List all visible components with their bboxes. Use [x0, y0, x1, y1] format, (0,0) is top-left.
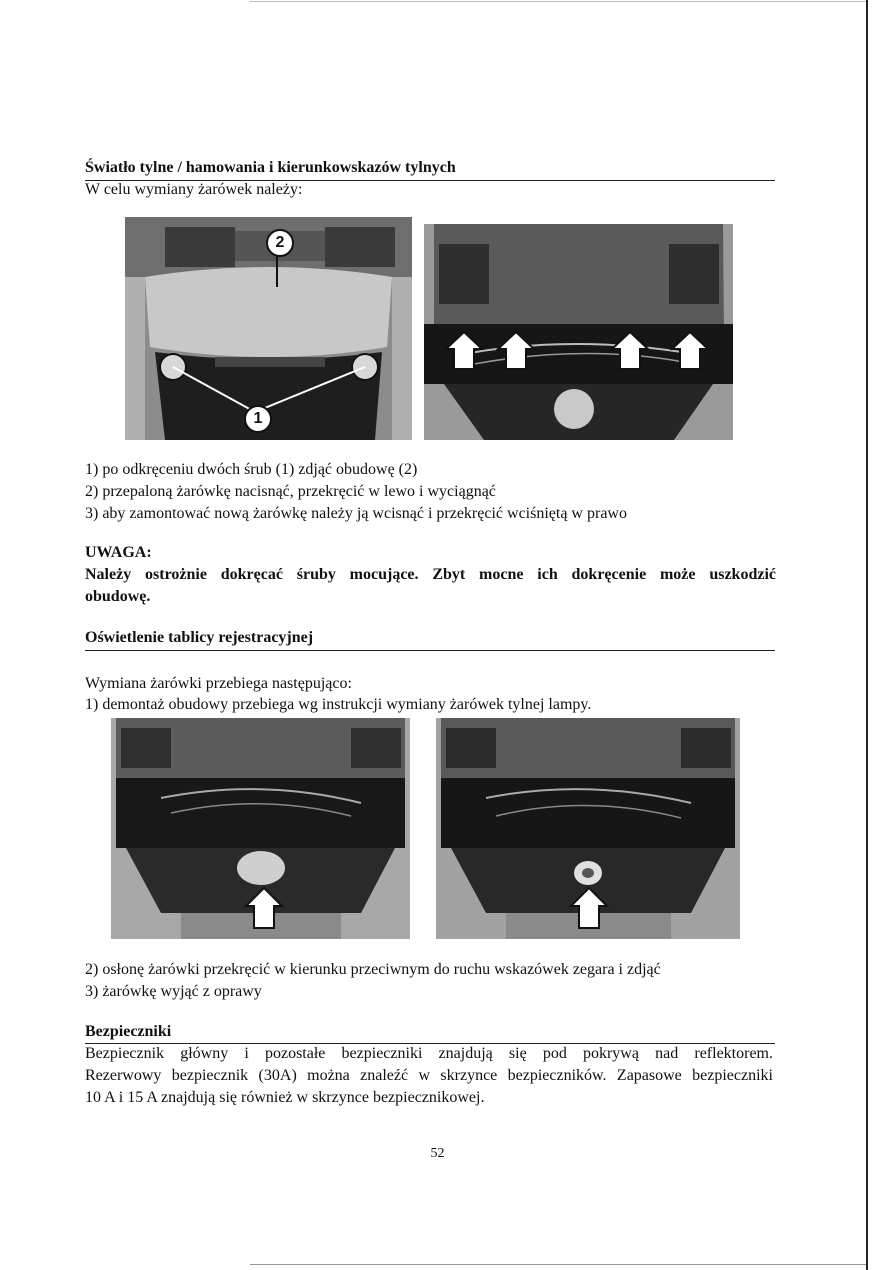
photo-plate-light-housing	[111, 718, 410, 939]
step-1: 1) demontaż obudowy przebiega wg instrukcji wymiany żarówek tylnej lampy.	[85, 696, 592, 713]
step-1: 1) po odkręceniu dwóch śrub (1) zdjąć obudowę (2)	[85, 461, 418, 478]
callout-screws: 1	[244, 405, 272, 433]
section-heading-rear-light: Światło tylne / hamowania i kierunkowskazów tylnych	[85, 159, 456, 176]
scan-edge-right	[866, 0, 868, 1270]
section-intro-text: Wymiana żarówki przebiega następująco:	[85, 675, 352, 692]
warning-label: UWAGA:	[85, 544, 152, 561]
warning-line-1: Należy ostrożnie dokręcać śruby mocujące. Zbyt mocne ich dokręcenie może uszkodzić	[85, 566, 776, 583]
section-intro-text: W celu wymiany żarówek należy:	[85, 181, 303, 198]
step-3: 3) aby zamontować nową żarówkę należy ją wcisnąć i przekręcić wciśniętą w prawo	[85, 505, 627, 522]
scan-edge-bottom	[250, 1264, 866, 1265]
section-heading-license-plate: Oświetlenie tablicy rejestracyjnej	[85, 629, 314, 646]
step-2: 2) osłonę żarówki przekręcić w kierunku przeciwnym do ruchu wskazówek zegara i zdjąć	[85, 961, 661, 978]
fuses-line-1: Bezpiecznik główny i pozostałe bezpieczniki znajdują się pod pokrywą nad reflektorem.	[85, 1045, 773, 1062]
callout-cover: 2	[266, 229, 294, 257]
step-3: 3) żarówkę wyjąć z oprawy	[85, 983, 262, 1000]
photo-rear-cover-screws	[125, 217, 412, 440]
fuses-line-2: Rezerwowy bezpiecznik (30A) można znaleźć w skrzynce bezpieczników. Zapasowe bezpieczniki	[85, 1067, 773, 1084]
step-2: 2) przepaloną żarówkę nacisnąć, przekręcić w lewo i wyciągnąć	[85, 483, 496, 500]
heading-rule	[85, 1043, 775, 1044]
section-heading-fuses: Bezpieczniki	[85, 1023, 172, 1040]
scan-edge-top	[250, 1, 866, 2]
page-number: 52	[430, 1146, 445, 1161]
photo-plate-light-bulb	[436, 718, 740, 939]
photo-bulb-sockets	[424, 224, 733, 440]
heading-rule	[85, 650, 775, 651]
fuses-line-3: 10 A i 15 A znajdują się również w skrzynce bezpiecznikowej.	[85, 1089, 485, 1106]
warning-line-2: obudowę.	[85, 588, 151, 605]
